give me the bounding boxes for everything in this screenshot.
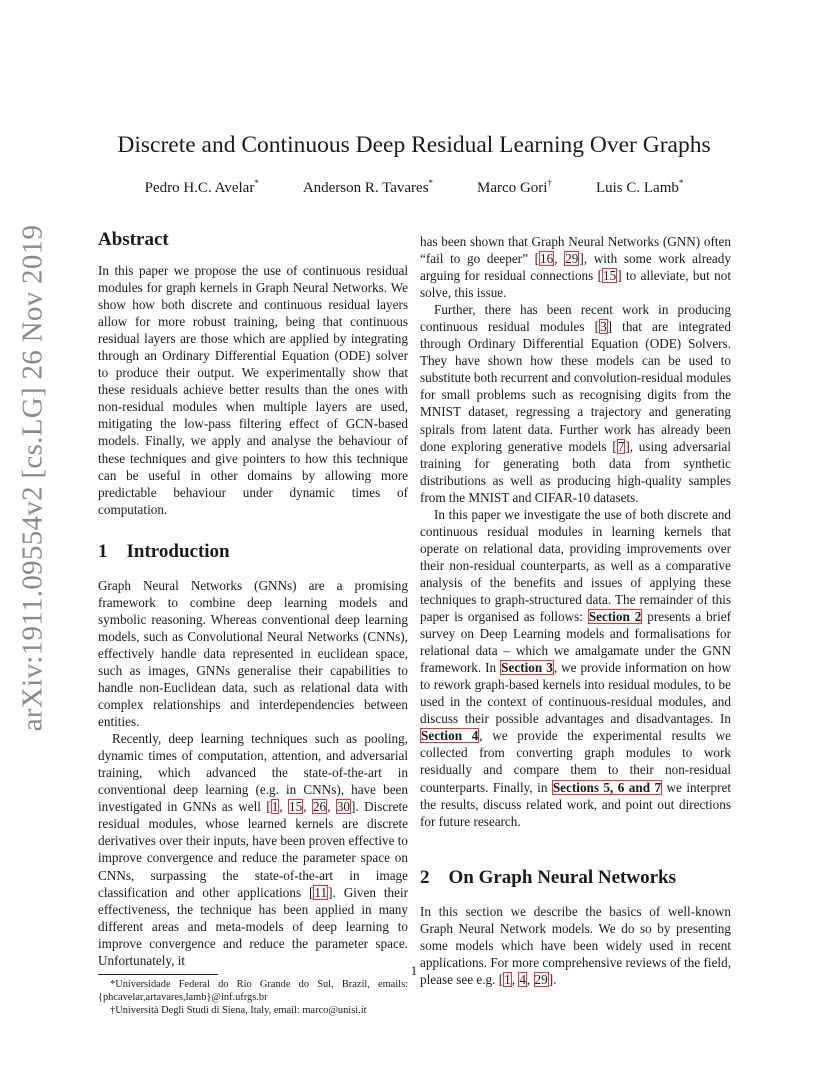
abstract-heading: Abstract <box>98 229 169 250</box>
citation-link[interactable]: 16 <box>540 251 554 267</box>
citation-link[interactable]: 11 <box>314 884 328 900</box>
section-link[interactable]: Section 4 <box>421 728 479 744</box>
citation-link[interactable]: 1 <box>271 799 279 815</box>
citation-link[interactable]: 7 <box>617 438 625 454</box>
author-2: Anderson R. Tavares* <box>302 178 434 196</box>
intro-paragraph-3: has been shown that Graph Neural Networks (GNN) often “fail to go deeper” [16, 29], with some work already arguing for residual connections [15] to alleviate, but not solve, this issue. <box>420 234 731 301</box>
section2-heading: 2 On Graph Neural Networks <box>420 866 676 888</box>
footnote-2: †Università Degli Studi di Siena, Italy, email: marco@unisi.it <box>110 1004 367 1016</box>
section-link[interactable]: Section 2 <box>588 609 642 625</box>
citation-link[interactable]: 1 <box>504 971 511 987</box>
author-1: Pedro H.C. Avelar* <box>144 178 259 196</box>
intro-paragraph-4: Further, there has been recent work in producing continuous residual modules [3] that are integrated through Ordinary Differential Equation (ODE) Solvers. They have shown how these models can be used to substitute both recurrent and convolution-residual modules for small problems such as recognising digits from the MNIST dataset, regressing a trajectory and generating spirals from latent data. Further work has already been done exploring generative models [7], using adversarial training for generating both data from synthetic distributions as well as producing high-quality samples from the MNIST and CIFAR-10 datasets. <box>420 302 732 505</box>
author-3: Marco Gori† <box>477 178 552 196</box>
author-4: Luis C. Lamb* <box>595 178 684 196</box>
citation-link[interactable]: 29 <box>565 251 579 267</box>
citation-link[interactable]: 15 <box>289 799 303 815</box>
citation-link[interactable]: 29 <box>534 971 548 987</box>
author-list <box>0 178 828 197</box>
paper-title: Discrete and Continuous Deep Residual Learning Over Graphs <box>117 132 711 158</box>
intro-paragraph-1: Graph Neural Networks (GNNs) are a promising framework to combine deep learning models and symbolic reasoning. Whereas conventional deep learning models, such as Convolutional Neural Networks (CNNs), effectively handle data represented in euclidean space, such as images, GNNs generalise their capabilities to handle non-Euclidean data, such as relational data with complex relationships and interdependencies between entities. <box>98 577 408 730</box>
section-link[interactable]: Sections 5, 6 and 7 <box>552 779 662 795</box>
abstract-text: In this paper we propose the use of continuous residual modules for graph kernels in Graph Neural Networks. We show how both discrete and continuous residual layers allow for more robust training, being that continuous residual layers are those which are applied by integrating through an Ordinary Differential Equation (ODE) solver to produce their output. We experimentally show that these residuals achieve better results than the ones with non-residual modules when multiple layers are used, mitigating the low-pass filtering effect of GCN-based models. Finally, we apply and analyse the behaviour of these techniques and give pointers to how this technique can be useful in other domains by allowing more predictable behaviour under dynamic times of computation. <box>98 263 408 517</box>
footnote-1: *Universidade Federal do Rio Grande do Sul, Brazil, emails: {phcavelar,artavares,lamb}@inf.ufrgs.br <box>98 978 408 1003</box>
intro-heading: 1 Introduction <box>98 540 230 562</box>
arxiv-identifier: arXiv:1911.09554v2 [cs.LG] 26 Nov 2019 <box>16 224 49 732</box>
citation-link[interactable]: 26 <box>312 799 327 815</box>
intro-paragraph-5: In this paper we investigate the use of both discrete and continuous residual modules in learning kernels that operate on relational data, providing improvements over their non-residual counterparts, as well as a comparative analysis of the benefits and issues of applying these techniques to graph-structured data. The remainder of this paper is organised as follows: Section 2 presents a brief survey on Deep Learning models and formalisations for relational data – which we amalgamate under the GNN framework. In Section 3, we provide information on how to rework graph-based kernels into residual modules, to be used in the context of continuous-residual modules, and discuss their possible advantages and disadvantages. In Section 4, we provide the experimental results we collected from converting graph modules to work residually and compare them to their non-residual counterparts. Finally, in Sections 5, 6 and 7 we interpret the results, discuss related work, and point out directions for future research. <box>420 506 731 829</box>
intro-paragraph-2: Recently, deep learning techniques such as pooling, dynamic times of computation, attention, and adversarial training, which advanced the state-of-the-art in conventional deep learning (e.g. in CNNs), have been investigated in GNNs as well [1, 15, 26, 30]. Discrete residual modules, whose learned kernels are discrete derivatives over their inputs, have been proven effective to improve convergence and reduce the parameter space on CNNs, surpassing the state-of-the-art in image classification and other applications [11]. Given their effectiveness, the technique has been applied in many different areas and meta-models of deep learning to improve convergence and reduce the parameter space. Unfortunately, it <box>98 731 409 968</box>
section2-paragraph-1: In this section we describe the basics of well-known Graph Neural Network models. We do so by presenting some models which have been widely used in recent applications. For more comprehensive reviews of the field, please see e.g. [1, 4, 29]. <box>420 903 731 987</box>
page-number: 1 <box>410 963 418 978</box>
right-column <box>420 233 731 988</box>
citation-link[interactable]: 3 <box>600 319 607 335</box>
citation-link[interactable]: 30 <box>336 799 351 815</box>
section-link[interactable]: Section 3 <box>501 660 553 676</box>
left-column <box>98 228 408 1017</box>
citation-link[interactable]: 15 <box>603 268 617 284</box>
citation-link[interactable]: 4 <box>519 971 526 987</box>
